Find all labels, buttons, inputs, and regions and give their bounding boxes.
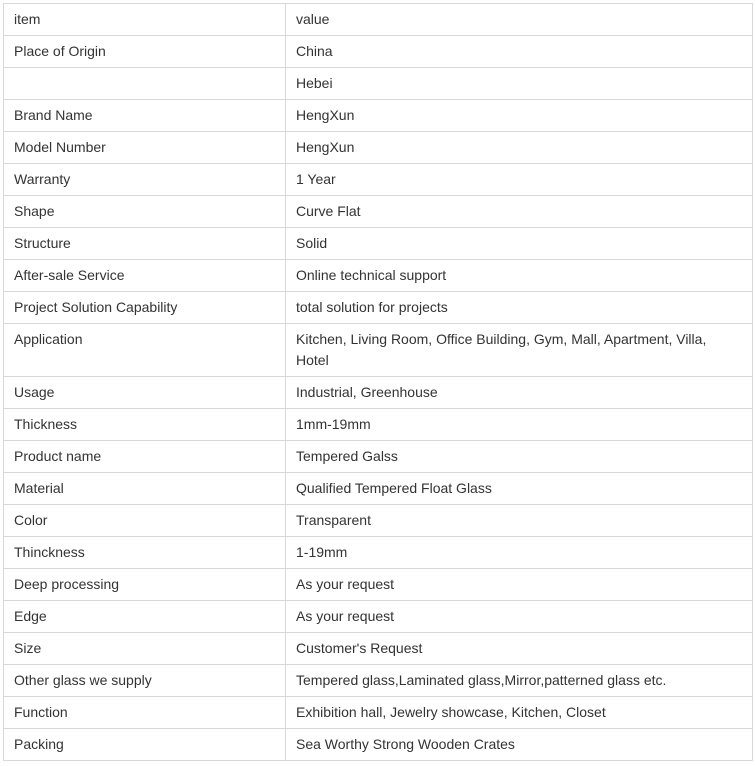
value-cell: As your request (286, 569, 753, 601)
item-cell (4, 68, 286, 100)
table-row (4, 377, 753, 409)
item-cell: Place of Origin (4, 36, 286, 68)
item-cell: Other glass we supply (4, 665, 286, 697)
item-cell: Packing (4, 729, 286, 761)
table-row (4, 228, 753, 260)
item-cell: Warranty (4, 164, 286, 196)
item-cell: Thickness (4, 409, 286, 441)
table-row (4, 196, 753, 228)
value-cell: total solution for projects (286, 292, 753, 324)
value-cell: Solid (286, 228, 753, 260)
table-row (4, 729, 753, 761)
header-value-cell: value (286, 4, 753, 36)
item-cell: Model Number (4, 132, 286, 164)
table-row (4, 537, 753, 569)
value-cell: As your request (286, 601, 753, 633)
item-cell: Product name (4, 441, 286, 473)
table-row (4, 164, 753, 196)
value-cell: HengXun (286, 100, 753, 132)
item-cell: Usage (4, 377, 286, 409)
value-cell: Tempered Galss (286, 441, 753, 473)
table-header-row (4, 4, 753, 36)
value-cell: Kitchen, Living Room, Office Building, Gym, Mall, Apartment, Villa, Hotel (286, 324, 753, 377)
item-cell: Application (4, 324, 286, 377)
header-item-cell: item (4, 4, 286, 36)
table-row (4, 569, 753, 601)
table-row (4, 68, 753, 100)
table-row (4, 100, 753, 132)
table-row (4, 633, 753, 665)
table-row (4, 260, 753, 292)
table-row (4, 132, 753, 164)
spec-table (3, 3, 753, 761)
value-cell: Exhibition hall, Jewelry showcase, Kitchen, Closet (286, 697, 753, 729)
table-row (4, 505, 753, 537)
value-cell: Hebei (286, 68, 753, 100)
value-cell: Qualified Tempered Float Glass (286, 473, 753, 505)
table-row (4, 409, 753, 441)
table-row (4, 697, 753, 729)
table-row (4, 665, 753, 697)
table-row (4, 441, 753, 473)
table-row (4, 324, 753, 377)
value-cell: 1-19mm (286, 537, 753, 569)
item-cell: After-sale Service (4, 260, 286, 292)
value-cell: Customer's Request (286, 633, 753, 665)
item-cell: Thinckness (4, 537, 286, 569)
item-cell: Brand Name (4, 100, 286, 132)
value-cell: Sea Worthy Strong Wooden Crates (286, 729, 753, 761)
item-cell: Size (4, 633, 286, 665)
item-cell: Edge (4, 601, 286, 633)
value-cell: Curve Flat (286, 196, 753, 228)
value-cell: 1 Year (286, 164, 753, 196)
value-cell: Industrial, Greenhouse (286, 377, 753, 409)
value-cell: HengXun (286, 132, 753, 164)
value-cell: Tempered glass,Laminated glass,Mirror,patterned glass etc. (286, 665, 753, 697)
value-cell: Online technical support (286, 260, 753, 292)
table-row (4, 292, 753, 324)
item-cell: Shape (4, 196, 286, 228)
value-cell: China (286, 36, 753, 68)
item-cell: Material (4, 473, 286, 505)
table-row (4, 473, 753, 505)
value-cell: Transparent (286, 505, 753, 537)
item-cell: Function (4, 697, 286, 729)
item-cell: Project Solution Capability (4, 292, 286, 324)
item-cell: Deep processing (4, 569, 286, 601)
table-row (4, 36, 753, 68)
item-cell: Color (4, 505, 286, 537)
table-row (4, 601, 753, 633)
value-cell: 1mm-19mm (286, 409, 753, 441)
spec-table-body (4, 4, 753, 761)
item-cell: Structure (4, 228, 286, 260)
